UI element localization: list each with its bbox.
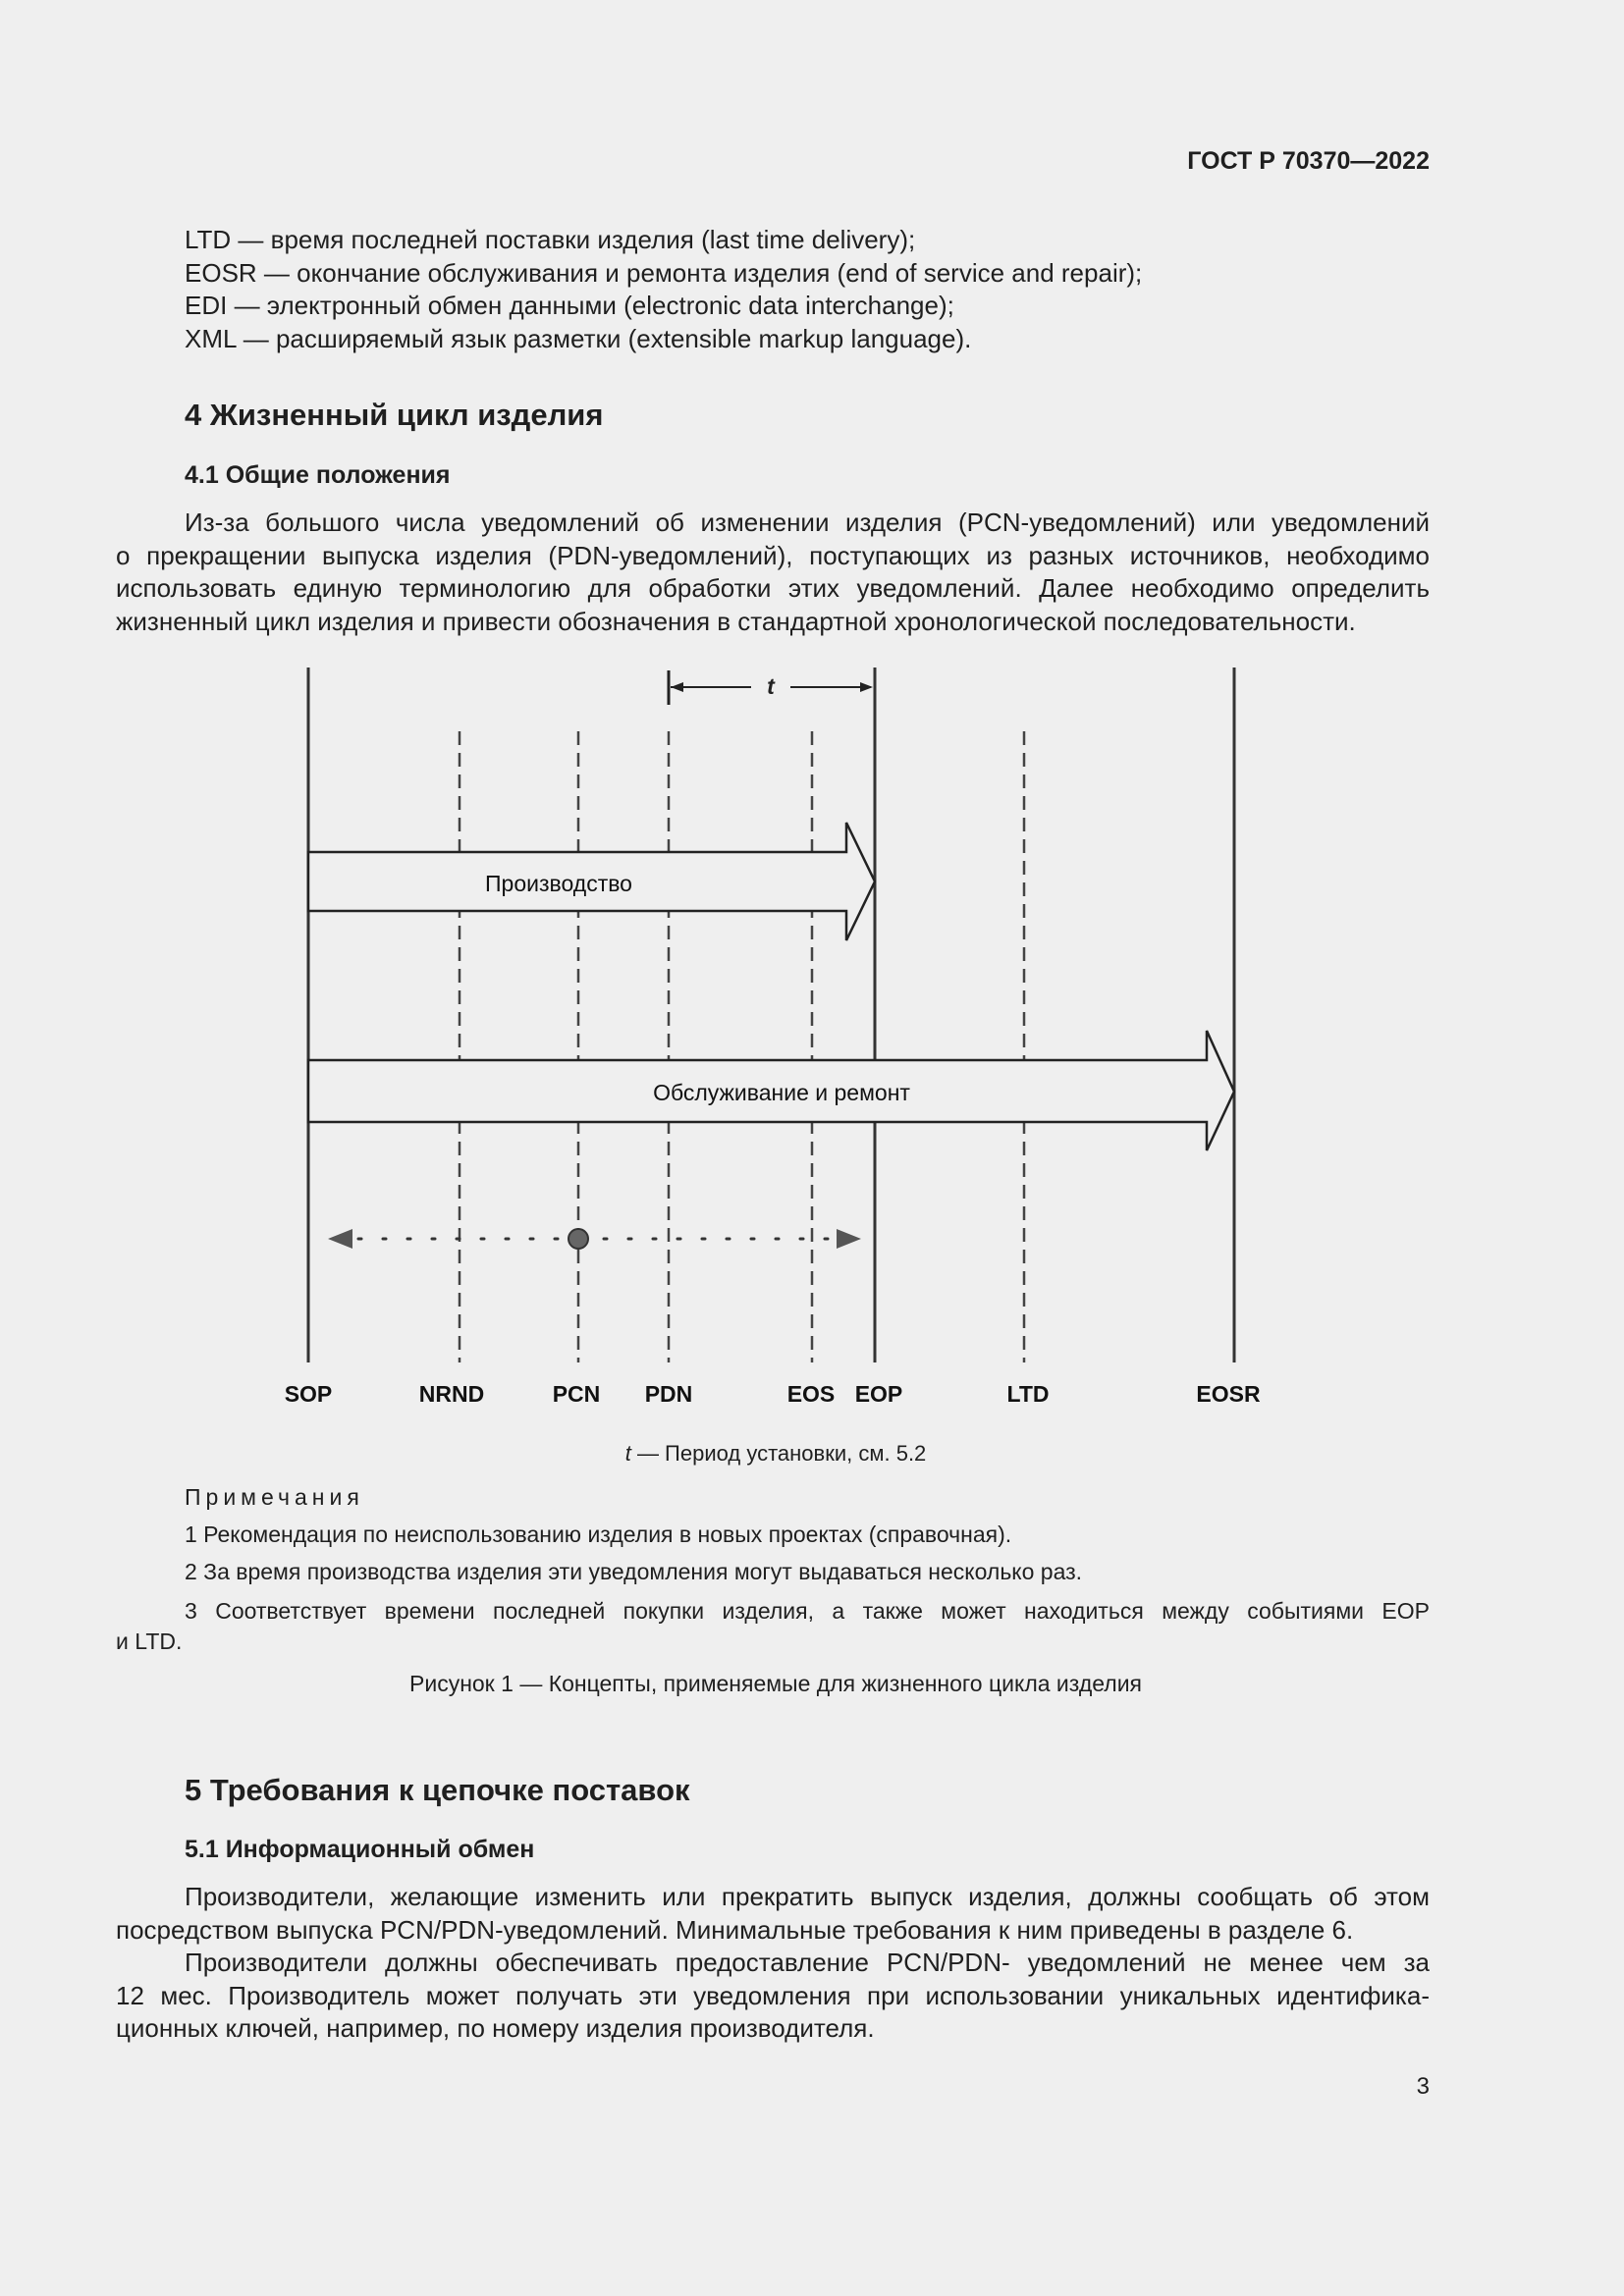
lifecycle-diagram — [0, 648, 1624, 1433]
note-2: 2 За время производства изделия эти уведомления могут выдаваться несколько раз. — [185, 1559, 1083, 1584]
paragraph-line: посредством выпуска PCN/PDN-уведомлений. Минимальные требования к ним приведены в разделе 6. — [116, 1914, 1354, 1945]
abbreviation-eosr: EOSR — окончание обслуживания и ремонта изделия (end of service and repair); — [185, 257, 1143, 288]
section-4-1-paragraph — [116, 507, 1430, 638]
section-5-1-title: 5.1 Информационный обмен — [185, 1836, 535, 1863]
range-left-arrowhead — [328, 1229, 352, 1249]
abbreviation-list — [185, 224, 1142, 355]
paragraph-line: использовать единую терминологию для обработки этих уведомлений. Далее необходимо определить — [116, 573, 1430, 603]
milestone-nrnd: NRND — [418, 1381, 485, 1407]
paragraph-line: 12 мес. Производитель может получать эти уведомления при использовании уникальных идентифика- — [116, 1980, 1430, 2010]
section-4-1-title: 4.1 Общие положения — [185, 461, 451, 489]
paragraph-line: Производители должны обеспечивать предоставление PCN/PDN- уведомлений не менее чем за — [185, 1948, 1430, 1977]
milestone-pcn: PCN — [552, 1381, 601, 1407]
section-5-1-paragraph-1 — [116, 1881, 1430, 1947]
notes-heading: Примечания — [185, 1484, 364, 1510]
service-repair-label: Обслуживание и ремонт — [653, 1080, 910, 1105]
milestone-pdn: PDN — [644, 1381, 693, 1407]
abbreviation-ltd: LTD — время последней поставки изделия (last time delivery); — [185, 225, 916, 254]
pcn-marker — [568, 1229, 588, 1249]
milestone-eos: EOS — [786, 1381, 836, 1407]
note-3-line: и LTD. — [116, 1629, 183, 1654]
period-right-arrowhead — [860, 682, 873, 692]
abbreviation-edi: EDI — электронный обмен данными (electronic data interchange); — [185, 291, 954, 320]
note-1: 1 Рекомендация по неиспользованию изделия в новых проектах (справочная). — [185, 1522, 1012, 1547]
range-right-arrowhead — [837, 1229, 861, 1249]
milestone-eosr: EOSR — [1196, 1381, 1261, 1407]
period-note — [0, 1441, 1551, 1467]
section-5-title: 5 Требования к цепочке поставок — [185, 1773, 690, 1807]
paragraph-line: Производители, желающие изменить или прекратить выпуск изделия, должны сообщать об этом — [185, 1882, 1430, 1911]
figure-caption: Рисунок 1 — Концепты, применяемые для жизненного цикла изделия — [409, 1671, 1142, 1696]
section-4-title: 4 Жизненный цикл изделия — [185, 398, 604, 432]
page-number: 3 — [1416, 2073, 1430, 2100]
note-3 — [116, 1596, 1430, 1657]
milestone-ltd: LTD — [1006, 1381, 1050, 1407]
period-note-symbol: t — [624, 1441, 631, 1466]
note-3-line: 3 Соответствует времени последней покупки изделия, а также может находиться между событиями EOP — [185, 1598, 1430, 1624]
standard-code: ГОСТ Р 70370—2022 — [1187, 147, 1430, 175]
milestone-eop: EOP — [854, 1381, 903, 1407]
period-symbol: t — [767, 673, 775, 699]
period-left-arrowhead — [671, 682, 683, 692]
section-5-1-paragraph-2 — [116, 1947, 1430, 2046]
abbreviation-xml: XML — расширяемый язык разметки (extensible markup language). — [185, 323, 972, 353]
production-label: Производство — [485, 871, 632, 896]
paragraph-line: ционных ключей, например, по номеру изделия производителя. — [116, 2013, 875, 2043]
paragraph-line: Из-за большого числа уведомлений об изменении изделия (PCN-уведомлений) или уведомлений — [185, 507, 1430, 537]
paragraph-line: жизненный цикл изделия и привести обозначения в стандартной хронологической последовательности. — [116, 606, 1356, 636]
milestone-sop: SOP — [284, 1381, 333, 1407]
period-note-text: — Период установки, см. 5.2 — [630, 1441, 927, 1466]
paragraph-line: о прекращении выпуска изделия (PDN-уведомлений), поступающих из разных источников, необходимо — [116, 540, 1430, 570]
